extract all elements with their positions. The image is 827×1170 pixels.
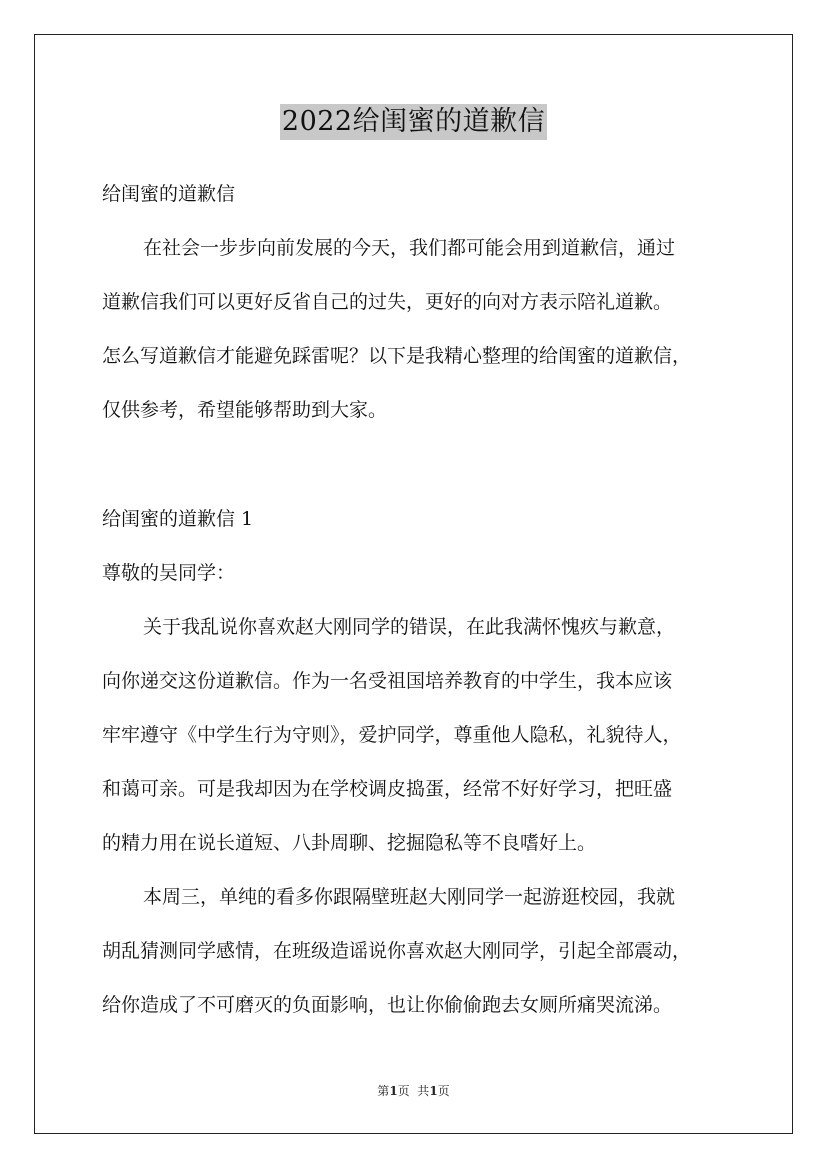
- current-page-number: 1: [389, 1084, 398, 1098]
- paragraph-line: 关于我乱说你喜欢赵大刚同学的错误，在此我满怀愧疚与歉意，: [143, 616, 676, 638]
- paragraph-line: 向你递交这份道歉信。作为一名受祖国培养教育的中学生，我本应该: [102, 670, 673, 692]
- footer-prefix: 第: [377, 1084, 390, 1098]
- paragraph-line: 的精力用在说长道短、八卦周聊、挖掘隐私等不良嗜好上。: [102, 832, 597, 854]
- paragraph-line: 仅供参考，希望能够帮助到大家。: [102, 399, 388, 421]
- paragraph-line: 本周三，单纯的看多你跟隔壁班赵大刚同学一起游逛校园，我就: [143, 886, 676, 908]
- paragraph-line: 怎么写道歉信才能避免踩雷呢？以下是我精心整理的给闺蜜的道歉信，: [102, 345, 692, 367]
- paragraph-line: 道歉信我们可以更好反省自己的过失，更好的向对方表示陪礼道歉。: [102, 291, 673, 313]
- section-heading: 给闺蜜的道歉信: [102, 183, 236, 205]
- paragraph-line: 牢牢遵守《中学生行为守则》，爱护同学，尊重他人隐私，礼貌待人，: [102, 724, 682, 746]
- total-page-number: 1: [429, 1084, 438, 1098]
- footer-mid: 页 共: [397, 1084, 430, 1098]
- paragraph-line: 和蔼可亲。可是我却因为在学校调皮捣蛋，经常不好好学习，把旺盛: [102, 778, 673, 800]
- document-title: 2022给闺蜜的道歉信: [280, 104, 547, 140]
- footer-suffix: 页: [437, 1084, 450, 1098]
- page-footer: [0, 1083, 827, 1099]
- paragraph-line: 给你造成了不可磨灭的负面影响，也让你偷偷跑去女厕所痛哭流涕。: [102, 994, 673, 1016]
- paragraph-line: 在社会一步步向前发展的今天，我们都可能会用到道歉信，通过: [143, 237, 676, 259]
- paragraph-line: 胡乱猜测同学感情，在班级造谣说你喜欢赵大刚同学，引起全部震动，: [102, 940, 692, 962]
- letter-salutation: 尊敬的吴同学：: [102, 562, 236, 584]
- title-container: [0, 104, 827, 140]
- letter-heading: 给闺蜜的道歉信 1: [102, 508, 254, 530]
